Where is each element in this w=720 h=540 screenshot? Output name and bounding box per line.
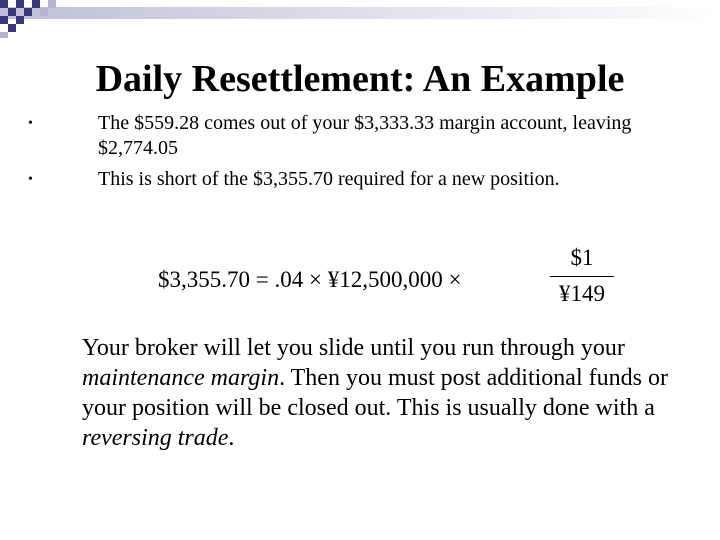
header-decoration <box>0 0 720 40</box>
bullet-marker: • <box>28 116 33 131</box>
formula-numerator: $1 <box>570 245 594 270</box>
slide-title: Daily Resettlement: An Example <box>95 58 625 100</box>
formula-denominator: ¥149 <box>559 281 605 306</box>
explanation-paragraph <box>82 333 682 453</box>
decoration-band <box>0 7 720 19</box>
bullet-item <box>28 111 688 161</box>
paragraph-text: . Then you must post additional funds or your position will be closed out. This is usually done with a <box>82 365 668 421</box>
bullet-text: The $559.28 comes out of your $3,333.33 margin account, leaving $2,774.05 <box>98 112 632 159</box>
paragraph-text: Your broker will let you slide until you run through your <box>82 335 625 361</box>
bullet-text: This is short of the $3,355.70 required for a new position. <box>98 168 560 190</box>
bullet-marker: • <box>28 172 33 187</box>
fraction-bar <box>550 276 614 277</box>
term-reversing-trade: reversing trade <box>82 425 229 451</box>
formula-fraction <box>550 244 614 308</box>
bullet-item <box>28 167 688 192</box>
bullet-list <box>28 111 688 198</box>
formula-lhs: $3,355.70 = .04 × ¥12,500,000 × <box>158 267 462 292</box>
paragraph-text: . <box>228 425 235 451</box>
term-maintenance-margin: maintenance margin <box>82 365 280 391</box>
